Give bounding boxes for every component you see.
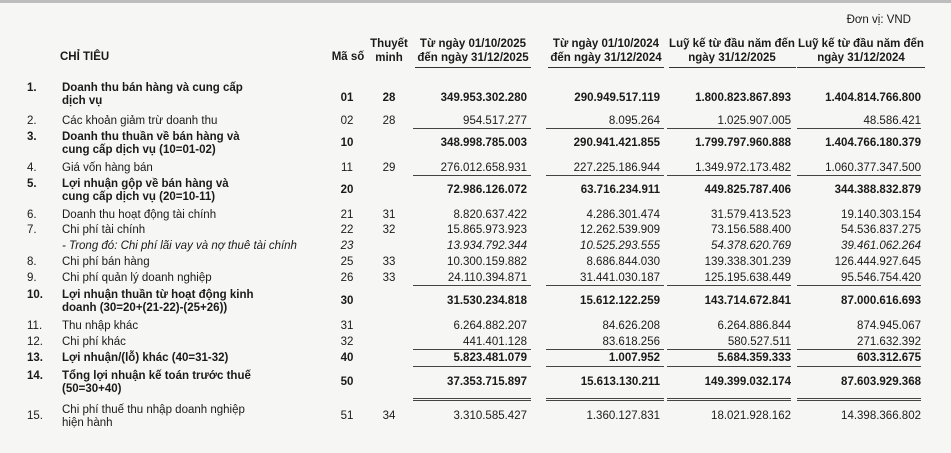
row-code: 21 <box>340 209 354 221</box>
row-note: 34 <box>382 410 396 422</box>
row-value-q4-2024: 31.441.030.187 <box>580 272 660 284</box>
row-label: Chi phí khác <box>62 336 126 348</box>
row-code: 22 <box>340 224 354 236</box>
row-value-q4-2024: 15.613.130.211 <box>580 376 660 388</box>
subtotal-rule <box>797 285 921 286</box>
row-value-q4-2025: 954.517.277 <box>463 115 527 127</box>
row-code: 25 <box>340 256 354 268</box>
subtotal-rule <box>546 285 664 286</box>
row-label-line2: doanh (30=20+(21-22)-(25+26)) <box>62 302 228 314</box>
header-rule-col2 <box>548 67 664 68</box>
row-value-q4-2025: 24.110.394.871 <box>447 272 527 284</box>
row-note: 29 <box>382 162 396 174</box>
row-label-line2: cung cấp dịch vụ (10=01-02) <box>62 144 216 156</box>
row-value-ytd-2025: 5.684.359.333 <box>717 352 791 364</box>
row-value-ytd-2025: 1.800.823.867.893 <box>695 92 791 104</box>
row-value-q4-2025: 3.310.585.427 <box>453 410 527 422</box>
row-number: 12. <box>27 336 43 348</box>
row-code: 11 <box>341 162 353 174</box>
row-value-q4-2025: 8.820.637.422 <box>453 209 527 221</box>
row-code: 40 <box>340 352 354 364</box>
row-value-ytd-2024: 48.586.421 <box>863 115 921 127</box>
row-label-line1: Tổng lợi nhuận kế toán trước thuế <box>62 370 251 382</box>
row-code: 23 <box>340 240 354 252</box>
row-code: 31 <box>340 320 354 332</box>
row-value-ytd-2024: 87.603.929.368 <box>841 376 921 388</box>
row-label <box>62 370 292 396</box>
row-value-q4-2025: 10.300.159.882 <box>447 256 527 268</box>
top-border <box>0 0 951 3</box>
header-rule-col1 <box>415 67 531 68</box>
row-value-ytd-2025: 125.195.638.449 <box>704 272 791 284</box>
row-number: 10. <box>27 289 43 301</box>
row-code: 50 <box>340 376 354 388</box>
row-value-ytd-2025: 1.349.972.173.482 <box>695 162 791 174</box>
row-value-ytd-2025: 580.527.511 <box>727 336 791 348</box>
row-number: 15. <box>27 410 43 422</box>
row-number: 14. <box>27 370 43 382</box>
row-value-ytd-2025: 54.378.620.769 <box>711 240 791 252</box>
subtotal-rule <box>797 175 921 176</box>
header-col1-line2: đến ngày 31/12/2025 <box>417 52 529 64</box>
row-label: Doanh thu hoạt động tài chính <box>62 209 217 221</box>
row-value-ytd-2024: 54.536.837.275 <box>841 224 921 236</box>
row-note: 33 <box>382 256 396 268</box>
row-code: 01 <box>340 92 354 104</box>
header-ma-so: Mã số <box>331 51 365 63</box>
row-value-ytd-2024: 344.388.832.879 <box>834 184 921 196</box>
row-value-q4-2024: 83.618.256 <box>602 336 660 348</box>
subtotal-rule <box>546 128 664 129</box>
row-value-q4-2024: 63.716.234.911 <box>580 184 660 196</box>
row-number: 3. <box>27 131 37 143</box>
row-number: 6. <box>27 209 37 221</box>
unit-label: Đơn vị: VND <box>846 14 911 26</box>
row-code: 10 <box>340 137 354 149</box>
header-rule-col3 <box>669 67 796 68</box>
subtotal-rule <box>413 175 531 176</box>
row-number: 1. <box>27 82 37 94</box>
row-value-q4-2025: 6.264.882.207 <box>453 320 527 332</box>
header-thuyet-minh-line2: minh <box>375 52 403 64</box>
row-value-q4-2025: 72.986.126.072 <box>447 184 527 196</box>
row-value-ytd-2024: 87.000.616.693 <box>841 295 921 307</box>
subtotal-rule <box>413 285 531 286</box>
subtotal-rule <box>797 366 921 367</box>
row-code: 32 <box>340 336 354 348</box>
row-value-ytd-2025: 1.025.907.005 <box>717 115 791 127</box>
row-value-ytd-2024: 126.444.927.645 <box>834 256 921 268</box>
header-col2-line2: đến ngày 31/12/2024 <box>550 52 662 64</box>
subtotal-rule <box>667 366 791 367</box>
header-col4-line1: Luỹ kế từ đầu năm đến <box>798 38 924 50</box>
row-label <box>62 404 292 430</box>
row-value-q4-2025: 37.353.715.897 <box>447 376 527 388</box>
row-note: 32 <box>382 224 396 236</box>
subtotal-rule <box>667 285 791 286</box>
row-number: 2. <box>27 115 37 127</box>
row-value-q4-2025: 349.953.302.280 <box>440 92 527 104</box>
total-rule <box>797 398 921 401</box>
row-code: 02 <box>340 115 354 127</box>
row-value-ytd-2025: 18.021.928.162 <box>711 410 791 422</box>
row-value-ytd-2025: 6.264.886.844 <box>717 320 791 332</box>
row-number: 5. <box>27 178 37 190</box>
row-label <box>62 289 292 315</box>
row-label: Các khoản giảm trừ doanh thu <box>62 115 218 127</box>
row-number: 8. <box>27 256 37 268</box>
row-label <box>62 131 262 157</box>
row-value-ytd-2025: 31.579.413.523 <box>711 209 791 221</box>
row-value-q4-2024: 84.626.208 <box>602 320 660 332</box>
row-label: Chi phí bán hàng <box>62 256 150 268</box>
row-label-line1: Lợi nhuận gộp về bán hàng và <box>62 178 229 190</box>
row-label: Chi phí quản lý doanh nghiệp <box>62 272 212 284</box>
subtotal-rule <box>546 175 664 176</box>
row-label-line2: hiện hành <box>62 417 113 429</box>
row-value-q4-2025: 5.823.481.079 <box>453 352 527 364</box>
header-chi-tieu: CHỈ TIÊU <box>60 51 110 63</box>
header-thuyet-minh <box>368 37 410 65</box>
subtotal-rule <box>413 366 531 367</box>
subtotal-rule <box>413 349 531 350</box>
row-label <box>62 82 262 108</box>
row-value-q4-2025: 348.998.785.003 <box>440 137 527 149</box>
row-label-line1: Doanh thu bán hàng và cung cấp <box>62 82 243 94</box>
header-col2-line1: Từ ngày 01/10/2024 <box>552 38 660 50</box>
row-value-ytd-2024: 14.398.366.802 <box>841 410 921 422</box>
row-label: Chi phí tài chính <box>62 224 146 236</box>
row-value-q4-2024: 1.007.952 <box>608 352 660 364</box>
header-col2 <box>546 37 666 65</box>
row-value-ytd-2024: 19.140.303.154 <box>841 209 921 221</box>
row-code: 26 <box>340 272 354 284</box>
total-rule <box>413 398 531 401</box>
row-value-q4-2024: 15.612.122.259 <box>580 295 660 307</box>
row-value-ytd-2024: 1.060.377.347.500 <box>825 162 921 174</box>
row-number: 11. <box>27 320 43 332</box>
row-value-ytd-2025: 143.714.672.841 <box>704 295 791 307</box>
row-value-ytd-2025: 1.799.797.960.888 <box>695 137 791 149</box>
row-number: 13. <box>27 352 43 364</box>
header-col1 <box>413 37 533 65</box>
row-value-ytd-2025: 73.156.588.400 <box>711 224 791 236</box>
subtotal-rule <box>797 349 921 350</box>
header-col4 <box>795 37 927 65</box>
row-label-line1: Doanh thu thuần về bán hàng và <box>62 131 240 143</box>
row-label-line2: dịch vụ <box>62 95 103 107</box>
row-value-q4-2024: 8.686.844.030 <box>586 256 660 268</box>
row-label-line2: (50=30+40) <box>62 383 122 395</box>
total-rule <box>546 398 664 401</box>
row-value-ytd-2025: 149.399.032.174 <box>704 376 791 388</box>
row-value-q4-2025: 276.012.658.931 <box>440 162 527 174</box>
subtotal-rule <box>667 349 791 350</box>
row-value-q4-2024: 8.095.264 <box>608 115 660 127</box>
row-value-q4-2024: 290.949.517.119 <box>574 92 660 104</box>
row-value-ytd-2024: 1.404.814.766.800 <box>825 92 921 104</box>
row-value-q4-2024: 290.941.421.855 <box>573 137 660 149</box>
row-value-q4-2024: 12.262.539.909 <box>580 224 660 236</box>
row-value-q4-2024: 227.225.186.944 <box>573 162 660 174</box>
row-label: Lợi nhuận/(lỗ) khác (40=31-32) <box>62 352 229 364</box>
row-code: 51 <box>340 410 354 422</box>
row-label: Giá vốn hàng bán <box>62 162 153 174</box>
row-note: 28 <box>382 92 396 104</box>
header-col3-line2: ngày 31/12/2025 <box>688 52 776 64</box>
subtotal-rule <box>413 128 531 129</box>
row-number: 7. <box>27 224 37 236</box>
row-label-line1: Lợi nhuận thuần từ hoạt động kinh <box>62 289 254 301</box>
row-value-q4-2024: 1.360.127.831 <box>586 410 660 422</box>
row-value-ytd-2024: 39.461.062.264 <box>841 240 921 252</box>
row-value-ytd-2024: 95.546.754.420 <box>841 272 921 284</box>
row-value-q4-2025: 13.934.792.344 <box>447 240 527 252</box>
row-number: 9. <box>27 272 37 284</box>
row-value-q4-2025: 15.865.973.923 <box>447 224 527 236</box>
row-note: 28 <box>382 115 396 127</box>
row-value-q4-2024: 4.286.301.474 <box>586 209 660 221</box>
row-label <box>62 178 262 204</box>
row-value-ytd-2025: 139.338.301.239 <box>704 256 791 268</box>
row-value-q4-2024: 10.525.293.555 <box>580 240 660 252</box>
header-thuyet-minh-line1: Thuyết <box>370 38 408 50</box>
header-col3 <box>667 37 797 65</box>
row-label: Thu nhập khác <box>62 320 139 332</box>
row-value-ytd-2025: 449.825.787.406 <box>704 184 791 196</box>
subtotal-rule <box>667 128 791 129</box>
row-label-line2: cung cấp dịch vụ (20=10-11) <box>62 191 216 203</box>
row-code: 20 <box>340 184 354 196</box>
row-code: 30 <box>340 295 354 307</box>
subtotal-rule <box>546 366 664 367</box>
subtotal-rule <box>667 175 791 176</box>
row-note: 33 <box>382 272 396 284</box>
row-value-ytd-2024: 271.632.392 <box>857 336 921 348</box>
total-rule <box>667 398 791 401</box>
header-rule-col4 <box>797 67 925 68</box>
row-note: 31 <box>382 209 396 221</box>
row-number: 4. <box>27 162 37 174</box>
header-col4-line2: ngày 31/12/2024 <box>817 52 905 64</box>
row-label: - Trong đó: Chi phí lãi vay và nợ thuê tài chính <box>62 240 297 252</box>
subtotal-rule <box>797 128 921 129</box>
row-label-line1: Chi phí thuế thu nhập doanh nghiệp <box>62 404 245 416</box>
header-col3-line1: Luỹ kế từ đầu năm đến <box>669 38 795 50</box>
header-col1-line1: Từ ngày 01/10/2025 <box>419 38 527 50</box>
subtotal-rule <box>546 349 664 350</box>
row-value-q4-2025: 441.401.128 <box>463 336 527 348</box>
row-value-ytd-2024: 874.945.067 <box>857 320 921 332</box>
row-value-ytd-2024: 603.312.675 <box>857 352 921 364</box>
row-value-ytd-2024: 1.404.766.180.379 <box>825 137 921 149</box>
row-value-q4-2025: 31.530.234.818 <box>447 295 527 307</box>
